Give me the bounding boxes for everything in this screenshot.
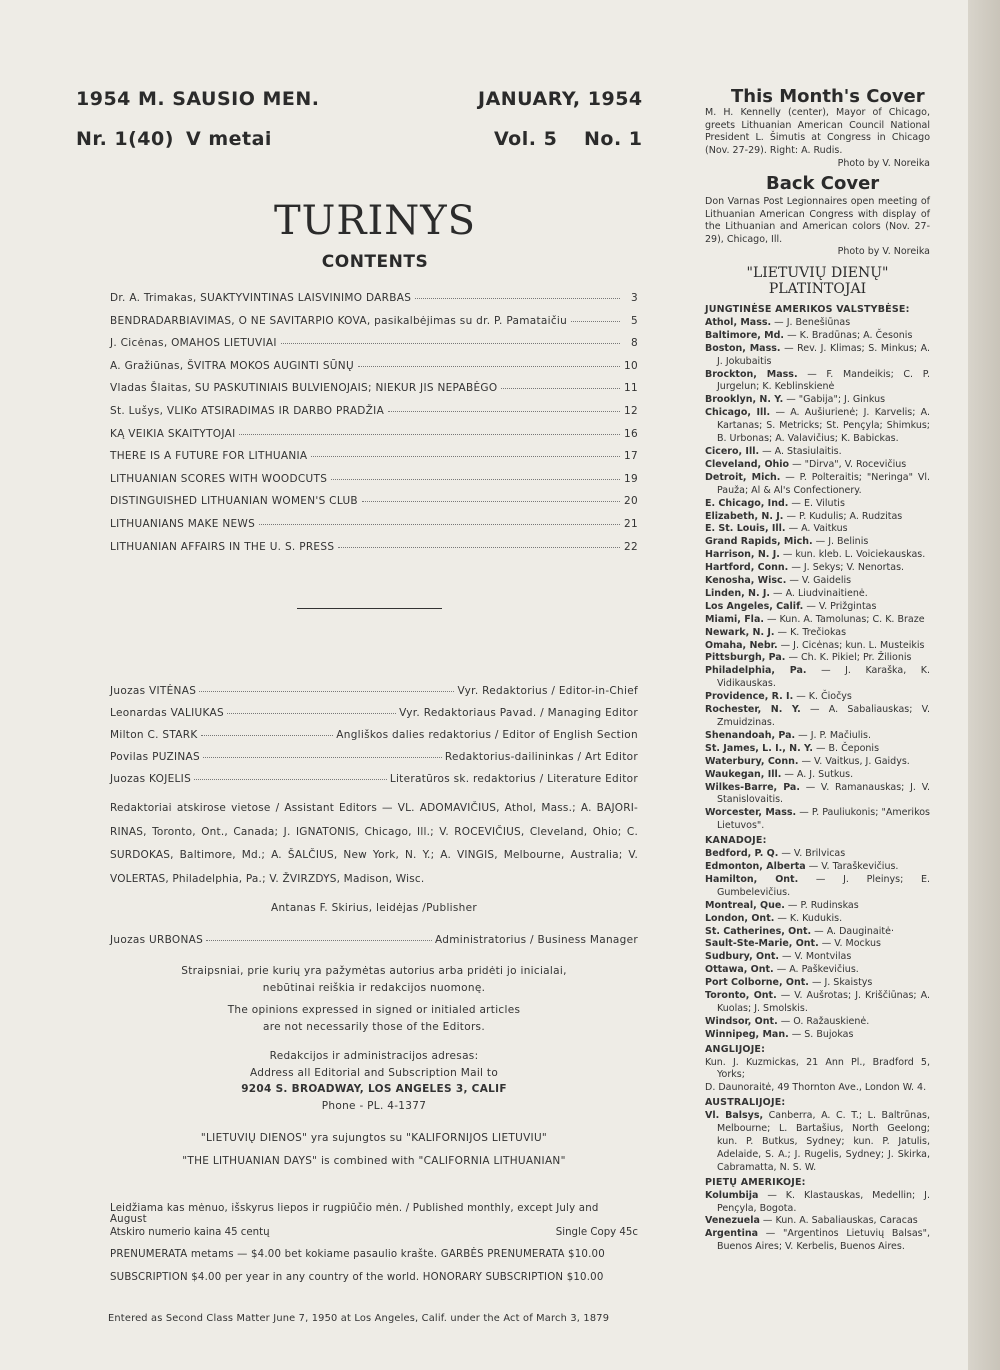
staff-row <box>110 729 638 741</box>
toc-row <box>110 382 638 394</box>
toc-entry-title: THERE IS A FUTURE FOR LITHUANIA <box>110 450 308 463</box>
distributor-entry <box>705 536 930 549</box>
distributor-names: — P. Kudulis; A. Rudzitas <box>786 510 903 522</box>
toc-row <box>110 495 638 507</box>
distributor-names: — A. Sabaliauskas; V. Zmuidzinas. <box>717 704 930 728</box>
distributor-names: — J. P. Mačiulis. <box>798 729 871 741</box>
toc-entry-title: A. Gražiūnas, ŠVITRA MOKOS AUGINTI SŪNŲ <box>110 359 354 372</box>
distributor-entry <box>705 523 930 536</box>
cover-credit: Photo by V. Noreika <box>837 158 930 169</box>
distributor-names: — J. Skaistys <box>811 977 873 989</box>
distributor-names: — B. Čeponis <box>816 742 880 754</box>
distributor-names: Canberra, A. C. T.; L. Baltrūnas, Melbourne; L. Bartašius, North Geelong; kun. P. Butkus, Sydney; kun. P. Jatulis, Adelaide, S. A.; J. Rugelis, Sydney; J. Skirka, Cabramatta, N. S. W. <box>717 1110 930 1173</box>
distributors-title-line: "LIETUVIŲ DIENŲ" <box>746 265 889 281</box>
distributor-names: — P. Pauliukonis; "Amerikos Lietuvos". <box>717 807 930 832</box>
distributor-entry <box>705 1228 930 1254</box>
distributor-entry <box>705 575 930 588</box>
distributor-entry <box>705 317 930 330</box>
leader-dots <box>501 388 620 389</box>
copy-price-en: Single Copy 45c <box>555 1227 638 1238</box>
toc-row <box>110 292 638 304</box>
toc-entry-title: St. Lušys, VLIKo ATSIRADIMAS IR DARBO PRADŽIA <box>110 405 385 417</box>
assistant-editors: Redaktoriai atskirose vietose / Assistant Editors — VL. ADOMAVIČIUS, Athol, Mass.; A. BAJORI-RINAS, Toronto, Ont., Canada; J. IGNATONIS, Chicago, Ill.; V. ROCEVIČIUS, Cleveland, Ohio; C. SURDOKAS, Baltimore, Md.; A. ŠALČIUS, New York, N. Y.; A. VINGIS, Melbourne, Australia; V. VOLERTAS, Philadelphia, Pa.; V. ŽVIRZDYS, Madison, Wisc. <box>110 802 638 885</box>
distributor-entry <box>705 652 930 665</box>
distributor-entry <box>705 743 930 756</box>
distributor-place: Montreal, Que. <box>705 899 785 911</box>
distributor-place: Chicago, Ill. <box>705 407 771 419</box>
staff-role: Vyr. Redaktoriaus Pavad. / Managing Editor <box>399 707 638 719</box>
distributor-names: — K. Bradūnas; A. Česonis <box>787 329 913 341</box>
distributor-place: Grand Rapids, Mich. <box>705 536 813 548</box>
staff-role: Literatūros sk. redaktorius / Literature Editor <box>389 773 638 785</box>
distributor-place: Philadelphia, Pa. <box>705 665 807 677</box>
distributor-place: Toronto, Ont. <box>705 990 777 1002</box>
leader-dots <box>201 735 334 736</box>
distributor-place: London, Ont. <box>705 912 775 924</box>
distributor-entry <box>705 394 930 407</box>
distributor-entry <box>705 614 930 627</box>
back-cover-text: Don Varnas Post Legionnaires open meeting of Lithuanian American Congress with display of the Lithuanian and American colors (Nov. 27-29), Chicago, Ill. <box>705 196 930 245</box>
distributor-section-heading: PIETŲ AMERIKOJE: <box>705 1176 806 1188</box>
distributor-entry <box>705 498 930 511</box>
distributor-place: Windsor, Ont. <box>705 1015 778 1027</box>
distributor-entry <box>705 913 930 926</box>
distributor-names: — J. Belinis <box>815 536 869 548</box>
distributor-names: — "Dirva", V. Rocevičius <box>792 458 907 470</box>
toc-entry-title: J. Cicėnas, OMAHOS LIETUVIAI <box>110 337 277 350</box>
distributor-names: — A. Aušiurienė; J. Karvelis; A. Kartanas; S. Metricks; St. Pençyla; Shimkus; B. Urbonas; A. Valavičius; K. Babickas. <box>717 407 930 445</box>
staff-role: Vyr. Redaktorius / Editor-in-Chief <box>457 685 638 697</box>
distributor-place: Kolumbija <box>705 1189 759 1201</box>
distributor-names: — A. Paškevičius. <box>776 964 859 976</box>
toc-row <box>110 405 638 417</box>
staff-name: Juozas VITĖNAS <box>110 685 197 697</box>
distributor-entry <box>705 549 930 562</box>
distributor-entry <box>705 1029 930 1042</box>
distributor-names: — A. Stasiulaitis. <box>762 445 842 457</box>
distributor-entry <box>705 756 930 769</box>
distributor-entry <box>705 562 930 575</box>
distributor-place: Pittsburgh, Pa. <box>705 652 786 664</box>
distributor-place: Newark, N. J. <box>705 626 775 638</box>
distributor-entry <box>705 964 930 977</box>
distributor-entry <box>705 446 930 459</box>
distributor-place: Bedford, P. Q. <box>705 848 779 860</box>
distributor-entry <box>705 848 930 861</box>
toc-row <box>110 473 638 485</box>
distributor-entry <box>705 926 930 939</box>
distributor-names: — A. Liudvinaitienė. <box>773 587 868 599</box>
distributor-entry <box>705 730 930 743</box>
staff-name: Leonardas VALIUKAS <box>110 707 224 719</box>
toc-entry-title: BENDRADARBIAVIMAS, O NE SAVITARPIO KOVA, pasikalbėjimas su dr. P. Pamataičiu <box>110 314 568 327</box>
distributor-place: Athol, Mass. <box>705 316 772 328</box>
distributor-place: Detroit, Mich. <box>705 471 781 483</box>
toc-entry-page: 8 <box>631 337 638 350</box>
staff-role: Angliškos dalies redaktorius / Editor of English Section <box>336 729 638 741</box>
distributor-place: E. Chicago, Ind. <box>705 497 789 509</box>
footer-monthly: Leidžiama kas mėnuo, išskyrus liepos ir rugpiūčio mėn. / Published monthly, except July and August <box>110 1203 599 1225</box>
distributor-entry <box>705 990 930 1016</box>
distributor-names: — V. Taraškevičius. <box>808 860 899 872</box>
toc-entry-page: 19 <box>624 472 638 485</box>
distributor-names: — "Argentinos Lietuvių Balsas", Buenos Aires; V. Kerbelis, Buenos Aires. <box>717 1228 930 1253</box>
distributor-place: Sault-Ste-Marie, Ont. <box>705 938 819 950</box>
leader-dots <box>415 298 620 299</box>
leader-dots <box>203 757 442 758</box>
distributors-title-line: PLATINTOJAI <box>768 281 867 297</box>
second-class-notice: Entered as Second Class Matter June 7, 1950 at Los Angeles, Calif. under the Act of March 3, 1879 <box>108 1313 610 1324</box>
lt-date: 1954 M. SAUSIO MEN. <box>76 88 320 110</box>
distributor-section-heading: JUNGTINĖSE AMERIKOS VALSTYBĖSE: <box>705 304 910 315</box>
toc-entry-page: 10 <box>624 359 638 372</box>
leader-dots <box>388 411 620 412</box>
distributor-place: Miami, Fla. <box>705 613 764 625</box>
toc-entry-page: 22 <box>624 540 638 553</box>
distributor-entry <box>705 874 930 900</box>
distributor-names: — Ch. K. Pikiel; Pr. Žilionis <box>788 652 912 664</box>
leader-dots <box>571 321 620 322</box>
distributor-names: — E. Vilutis <box>791 497 845 509</box>
subscription-lt: PRENUMERATA metams — $4.00 bet kokiame pasaulio krašte. GARBĖS PRENUMERATA $10.00 <box>110 1249 605 1260</box>
leader-dots <box>194 779 387 780</box>
disclaimer-lt <box>110 963 638 997</box>
toc-entry-page: 11 <box>624 382 638 395</box>
distributor-names: — "Gabija"; J. Ginkus <box>786 394 886 406</box>
distributor-place: Sudbury, Ont. <box>705 951 780 963</box>
distributor-names: — V. Brilvicas <box>781 848 846 860</box>
distributor-entry <box>705 1057 930 1083</box>
distributor-names: — S. Bujokas <box>791 1028 854 1040</box>
distributor-names: — P. Polteraitis; "Neringa" Vl. Pauža; Al & Al's Confectionery. <box>717 471 930 496</box>
distributor-names: — A. J. Sutkus. <box>784 768 854 780</box>
distributor-entry <box>705 938 930 951</box>
distributor-names: — J. Karaška, K. Vidikauskas. <box>717 665 930 690</box>
distributor-names: — V. Gaidelis <box>789 575 852 587</box>
distributor-entry <box>705 769 930 782</box>
distributor-names: — Kun. A. Tamolunas; C. K. Braze <box>767 613 925 625</box>
manager-name: Juozas URBONAS <box>110 934 204 946</box>
distributor-entry <box>705 977 930 990</box>
distributor-names: — J. Sekys; V. Nenortas. <box>791 562 905 574</box>
distributor-names: — K. Klastauskas, Medellin; J. Pençyla, Bogota. <box>717 1189 930 1214</box>
distributor-names: — V. Ramanauskas; J. V. Stanislovaitis. <box>717 781 930 806</box>
toc-row <box>110 337 638 349</box>
toc-row <box>110 315 638 327</box>
distributor-place: Shenandoah, Pa. <box>705 729 796 741</box>
toc-row <box>110 518 638 530</box>
staff-row <box>110 751 638 763</box>
leader-dots <box>199 691 454 692</box>
distributor-place: Vl. Balsys, <box>705 1110 764 1122</box>
distributor-section-heading: ANGLIJOJE: <box>705 1043 766 1055</box>
distributor-entry <box>705 900 930 913</box>
distributor-place: Winnipeg, Man. <box>705 1028 789 1040</box>
address-lt: Redakcijos ir administracijos adresas: <box>269 1050 479 1062</box>
distributor-names: — V. Prižgintas <box>806 600 877 612</box>
staff-name: Povilas PUZINAS <box>110 751 200 763</box>
leader-dots <box>259 524 620 525</box>
staff-name: Juozas KOJELIS <box>110 773 192 785</box>
lt-issue-number: Nr. 1(40) <box>76 128 174 150</box>
distributor-names: — A. Dauginaitė· <box>814 925 894 937</box>
distributor-entry <box>705 407 930 446</box>
distributor-entry <box>705 459 930 472</box>
distributor-place: St. James, L. I., N. Y. <box>705 742 813 754</box>
distributor-entry <box>705 1190 930 1216</box>
toc-row <box>110 450 638 462</box>
toc-entry-page: 21 <box>624 518 638 530</box>
distributor-names: — kun. kleb. L. Voiciekauskas. <box>782 549 926 561</box>
distributor-entry <box>705 640 930 653</box>
leader-dots <box>239 434 620 435</box>
distributor-entry <box>705 951 930 964</box>
distributor-place: Baltimore, Md. <box>705 329 785 341</box>
combined-lt: "LIETUVIŲ DIENOS" yra sujungtos su "KALIFORNIJOS LIETUVIU" <box>200 1132 548 1144</box>
distributor-names: — O. Ražauskienė. <box>780 1015 870 1027</box>
toc-entry-page: 16 <box>624 427 638 440</box>
distributor-place: Venezuela <box>705 1215 760 1227</box>
distributor-place: Waukegan, Ill. <box>705 768 782 780</box>
distributor-names: D. Daunoraitė, 49 Thornton Ave., London W. 4. <box>705 1082 927 1094</box>
distributor-names: Kun. J. Kuzmickas, 21 Ann Pl., Bradford 5, Yorks; <box>705 1056 930 1081</box>
toc-entry-page: 17 <box>624 450 638 463</box>
distributors-list <box>705 302 930 1254</box>
back-cover-title: Back Cover <box>766 173 880 194</box>
leader-dots <box>362 501 620 502</box>
distributor-names: — V. Vaitkus, J. Gaidys. <box>801 755 910 767</box>
distributor-entry <box>705 1110 930 1175</box>
distributor-place: Providence, R. I. <box>705 691 794 703</box>
distributor-place: Linden, N. J. <box>705 587 771 599</box>
toc-subtitle: CONTENTS <box>321 252 429 272</box>
distributor-names: — J. Cicėnas; kun. L. Musteikis <box>780 639 925 651</box>
disclaimer-lt-line: nebūtinai reiškia ir redakcijos nuomonę. <box>262 982 486 994</box>
distributor-entry <box>705 704 930 730</box>
toc-entry-page: 5 <box>631 314 638 327</box>
distributor-section-heading: KANADOJE: <box>705 835 767 847</box>
distributor-entry <box>705 511 930 524</box>
staff-row <box>110 707 638 719</box>
distributor-place: Worcester, Mass. <box>705 807 797 819</box>
leader-dots <box>206 940 432 941</box>
toc-row <box>110 541 638 553</box>
toc-entry-page: 3 <box>631 292 638 304</box>
distributor-place: Edmonton, Alberta <box>705 860 806 872</box>
lt-year: V metai <box>186 128 272 150</box>
disclaimer-lt-line: Straipsniai, prie kurių yra pažymėtas autorius arba pridėti jo inicialai, <box>181 965 567 977</box>
distributor-names: — F. Mandeikis; C. P. Jurgelun; K. Keblinskienė <box>717 368 930 393</box>
publisher: Antanas F. Skirius, leidėjas /Publisher <box>270 902 478 914</box>
distributor-names: — J. Benešiūnas <box>774 316 851 328</box>
leader-dots <box>281 343 620 344</box>
toc-entry-title: KĄ VEIKIA SKAITYTOJAI <box>110 427 236 440</box>
toc-entry-title: LITHUANIANS MAKE NEWS <box>110 518 256 530</box>
toc-entry-title: DISTINGUISHED LITHUANIAN WOMEN'S CLUB <box>110 495 358 508</box>
distributor-place: Elizabeth, N. J. <box>705 510 784 522</box>
volume: Vol. 5 <box>494 128 558 150</box>
business-manager-row <box>110 934 638 946</box>
distributor-place: Boston, Mass. <box>705 342 781 354</box>
manager-role: Administratorius / Business Manager <box>435 934 638 946</box>
distributor-names: — K. Kudukis. <box>777 912 843 924</box>
distributor-place: St. Catherines, Ont. <box>705 925 812 937</box>
distributor-names: — A. Vaitkus <box>788 523 848 535</box>
cover-title: This Month's Cover <box>731 86 925 107</box>
address-phone: Phone - PL. 4-1377 <box>321 1099 427 1112</box>
distributor-entry <box>705 861 930 874</box>
distributor-names: — Rev. J. Klimas; S. Minkus; A. J. Jokubaitis <box>717 342 930 367</box>
distributor-entry <box>705 665 930 691</box>
distributor-entry <box>705 691 930 704</box>
distributor-place: Kenosha, Wisc. <box>705 575 787 587</box>
address-en: Address all Editorial and Subscription Mail to <box>249 1066 499 1079</box>
page-edge <box>968 0 1000 1370</box>
distributor-place: Cicero, Ill. <box>705 445 760 457</box>
distributor-entry <box>705 1215 930 1228</box>
toc-entry-title: LITHUANIAN SCORES WITH WOODCUTS <box>110 472 328 485</box>
distributor-entry <box>705 343 930 369</box>
distributor-place: Rochester, N. Y. <box>705 704 801 716</box>
toc-entry-title: LITHUANIAN AFFAIRS IN THE U. S. PRESS <box>110 540 335 553</box>
divider-rule <box>297 608 442 609</box>
toc-entry-title: Vladas Šlaitas, SU PASKUTINIAIS BULVIENOJAIS; NIEKUR JIS NEPABĖGO <box>110 382 498 395</box>
distributor-place: Port Colborne, Ont. <box>705 977 809 989</box>
distributor-entry <box>705 472 930 498</box>
leader-dots <box>311 456 620 457</box>
toc-entry-page: 12 <box>624 405 638 417</box>
distributor-place: Harrison, N. J. <box>705 549 780 561</box>
distributor-place: Waterbury, Conn. <box>705 755 799 767</box>
distributors-title <box>705 265 930 297</box>
distributor-names: — K. Čiočys <box>796 691 852 703</box>
distributor-place: Argentina <box>705 1228 759 1240</box>
issue-number: No. 1 <box>584 128 643 150</box>
distributor-place: Hamilton, Ont. <box>705 873 799 885</box>
distributor-section-heading: AUSTRALIJOJE: <box>705 1097 786 1109</box>
distributor-entry <box>705 627 930 640</box>
leader-dots <box>358 366 620 367</box>
staff-row <box>110 773 638 785</box>
disclaimer-en-line: The opinions expressed in signed or initialed articles <box>227 1004 521 1016</box>
leader-dots <box>227 713 396 714</box>
distributor-names: — K. Trečiokas <box>777 626 847 638</box>
footer-copy-price <box>110 1227 638 1238</box>
subscription-en: SUBSCRIPTION $4.00 per year in any country of the world. HONORARY SUBSCRIPTION $10.00 <box>110 1272 604 1283</box>
distributor-place: E. St. Louis, Ill. <box>705 523 786 535</box>
distributor-place: Wilkes-Barre, Pa. <box>705 781 800 793</box>
distributor-entry <box>705 1016 930 1029</box>
staff-row <box>110 685 638 697</box>
address-street: 9204 S. BROADWAY, LOS ANGELES 3, CALIF <box>241 1083 507 1095</box>
disclaimer-en-line: are not necessarily those of the Editors. <box>263 1021 485 1033</box>
distributor-entry <box>705 782 930 808</box>
distributor-names: — P. Rudinskas <box>787 899 859 911</box>
toc-row <box>110 428 638 440</box>
distributor-names: — V. Mockus <box>821 938 881 950</box>
distributor-names: — Kun. A. Sabaliauskas, Caracas <box>762 1215 918 1227</box>
leader-dots <box>331 479 620 480</box>
distributor-entry <box>705 1082 930 1095</box>
staff-role: Redaktorius-dailininkas / Art Editor <box>444 751 638 763</box>
cover-text: M. H. Kennelly (center), Mayor of Chicago, greets Lithuanian American Council National President L. Šimutis at Congress in Chicago (Nov. 27-29). Right: A. Rudis. <box>705 107 930 156</box>
distributor-entry <box>705 588 930 601</box>
distributor-place: Omaha, Nebr. <box>705 639 778 651</box>
distributor-place: Ottawa, Ont. <box>705 964 774 976</box>
distributor-names: — V. Montvilas <box>782 951 852 963</box>
distributor-entry <box>705 369 930 395</box>
distributor-entry <box>705 807 930 833</box>
address-block <box>110 1048 638 1114</box>
distributor-place: Brockton, Mass. <box>705 368 798 380</box>
distributor-names: — V. Aušrotas; J. Kriščiūnas; A. Kuolas; J. Smolskis. <box>717 990 930 1014</box>
toc-title: TURINYS <box>273 198 477 244</box>
toc-row <box>110 360 638 372</box>
distributor-place: Los Angeles, Calif. <box>705 600 804 612</box>
distributor-names: — J. Pleinys; E. Gumbelevičius. <box>717 873 930 898</box>
disclaimer-en <box>110 1002 638 1036</box>
combined-en: "THE LITHUANIAN DAYS" is combined with "CALIFORNIA LITHUANIAN" <box>182 1155 566 1167</box>
distributor-place: Brooklyn, N. Y. <box>705 394 784 406</box>
en-date: JANUARY, 1954 <box>478 88 643 110</box>
leader-dots <box>338 547 620 548</box>
distributor-place: Hartford, Conn. <box>705 562 789 574</box>
copy-price-lt: Atskiro numerio kaina 45 centų <box>110 1227 270 1238</box>
toc-entry-title: Dr. A. Trimakas, SUAKTYVINTINAS LAISVINIMO DARBAS <box>110 292 412 304</box>
distributor-entry <box>705 330 930 343</box>
distributor-place: Cleveland, Ohio <box>705 458 790 470</box>
distributor-entry <box>705 601 930 614</box>
toc-entry-page: 20 <box>624 495 638 508</box>
back-cover-credit: Photo by V. Noreika <box>837 246 930 257</box>
staff-name: Milton C. STARK <box>110 729 198 741</box>
